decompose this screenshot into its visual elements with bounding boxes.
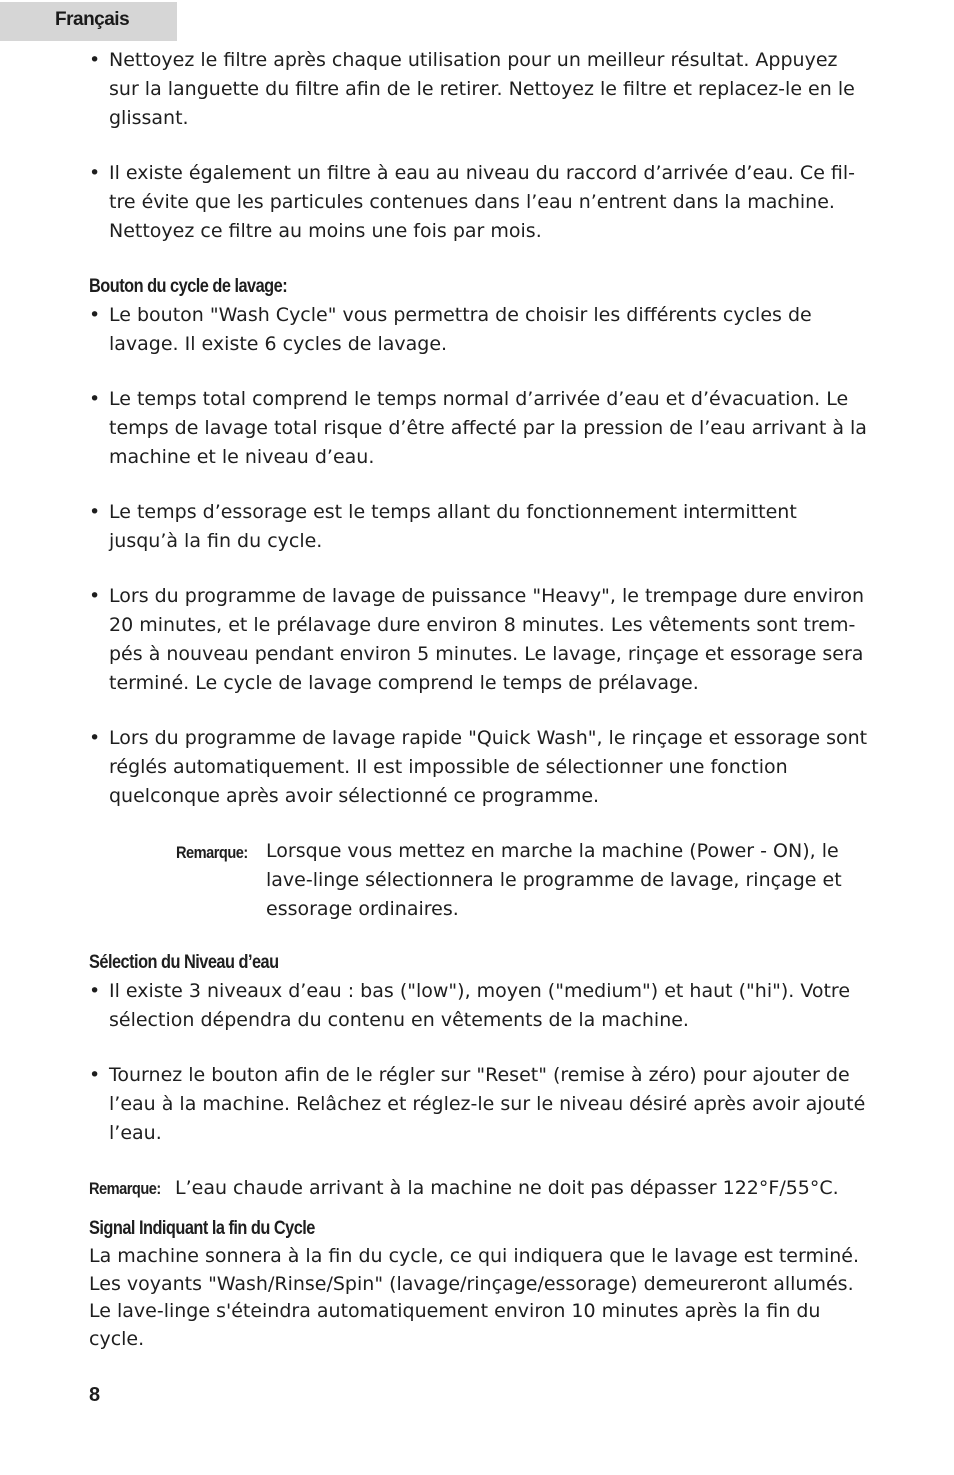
section-heading-end-signal: Signal Indiquant la fin du Cycle bbox=[89, 1218, 315, 1239]
note-text: Lorsque vous mettez en marche la machine (Power - ON), le lave-linge sélectionnera le programme de lavage, rinçage et essorage ordinaires. bbox=[266, 840, 842, 920]
list-item: • Il existe également un filtre à eau au niveau du raccord d’arrivée d’eau. Ce fil-tre évite que les particules contenues dans l’eau n’entrent dans la machine. Nettoyez ce filtre au moins une fois par mois. bbox=[89, 162, 856, 242]
list-item: • Nettoyez le filtre après chaque utilisation pour un meilleur résultat. Appuyez sur la languette du filtre afin de le retirer. Nettoyez le filtre et replacez-le en le glissant. bbox=[89, 49, 855, 129]
note-text: L’eau chaude arrivant à la machine ne doit pas dépasser 122°F/55°C. bbox=[175, 1177, 839, 1199]
list-item: • Lors du programme de lavage de puissance "Heavy", le trempage dure environ 20 minutes, et le prélavage dure environ 8 minutes. Les vêtements sont trem-pés à nouveau pendant environ 5 minutes. Le lavage, rinçage et essorage sera terminé. Le cycle de lavage comprend le temps de prélavage. bbox=[89, 585, 865, 694]
filter-section bbox=[89, 46, 869, 246]
water-level-section bbox=[89, 977, 869, 1148]
list-item: • Tournez le bouton afin de le régler sur "Reset" (remise à zéro) pour ajouter de l’eau à la machine. Relâchez et réglez-le sur le niveau désiré après avoir ajouté l’eau. bbox=[89, 1064, 866, 1144]
water-level-note bbox=[89, 1174, 879, 1203]
list-item: • Le temps total comprend le temps normal d’arrivée d’eau et d’évacuation. Le temps de lavage total risque d’être affecté par la pression de l’eau arrivant à la machine et le niveau d’eau. bbox=[89, 388, 867, 468]
list-item: • Le bouton "Wash Cycle" vous permettra de choisir les différents cycles de lavage. Il existe 6 cycles de lavage. bbox=[89, 304, 812, 355]
language-label: Français bbox=[55, 9, 130, 30]
list-item: • Il existe 3 niveaux d’eau : bas ("low"), moyen ("medium") et haut ("hi"). Votre sélection dépendra du contenu en vêtements de la machine. bbox=[89, 980, 851, 1031]
language-tab bbox=[0, 2, 177, 41]
note-label: Remarque: bbox=[89, 1179, 161, 1198]
section-heading-wash-cycle: Bouton du cycle de lavage: bbox=[89, 276, 288, 297]
wash-cycle-section bbox=[89, 301, 869, 811]
list-item: • Lors du programme de lavage rapide "Quick Wash", le rinçage et essorage sont réglés automatiquement. Il est impossible de sélectionner une fonction quelconque après avoir sélectionné ce programme. bbox=[89, 727, 868, 807]
page-number: 8 bbox=[89, 1384, 101, 1406]
end-signal-paragraph: La machine sonnera à la fin du cycle, ce qui indiquera que le lavage est terminé. Les voyants "Wash/Rinse/Spin" (lavage/rinçage/essorage) demeureront allumés. Le lave-linge s'éteindra automatiquement environ 10 minutes après la fin du cycle. bbox=[89, 1245, 860, 1350]
note-label: Remarque: bbox=[176, 843, 248, 862]
list-item: • Le temps d’essorage est le temps allant du fonctionnement intermittent jusqu’à la fin du cycle. bbox=[89, 501, 797, 552]
section-heading-water-level: Sélection du Niveau d’eau bbox=[89, 952, 279, 973]
wash-cycle-note bbox=[176, 837, 856, 924]
